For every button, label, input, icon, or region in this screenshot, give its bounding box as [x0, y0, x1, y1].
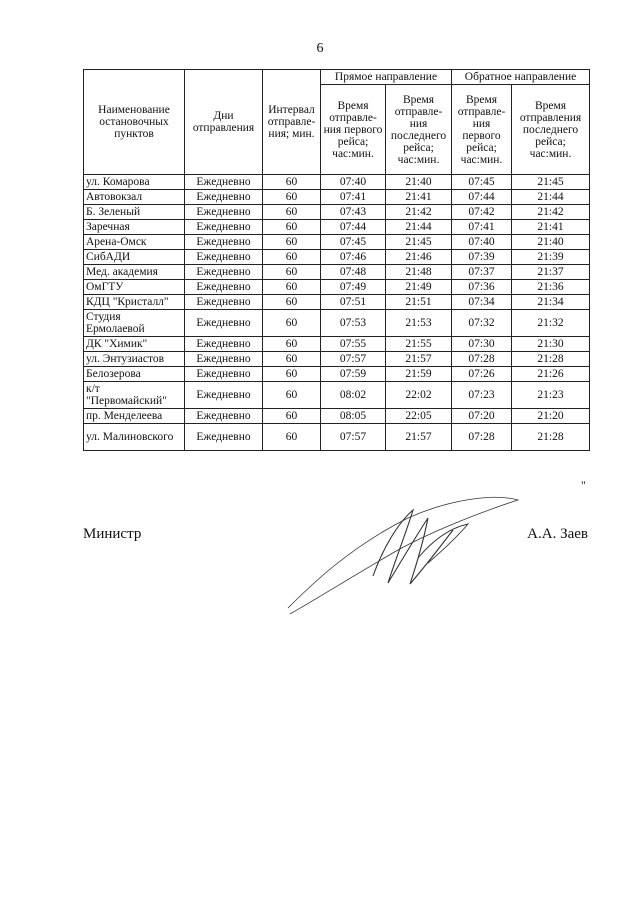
header-days: Дни отправления	[185, 70, 263, 175]
interval-cell: 60	[263, 295, 321, 310]
stop-cell: пр. Менделеева	[84, 409, 185, 424]
stop-cell: ул. Комарова	[84, 175, 185, 190]
days-cell: Ежедневно	[185, 352, 263, 367]
forward-last-cell: 21:57	[386, 352, 452, 367]
forward-last-cell: 21:45	[386, 235, 452, 250]
interval-cell: 60	[263, 409, 321, 424]
reverse-last-cell: 21:36	[512, 280, 590, 295]
forward-first-cell: 07:51	[321, 295, 386, 310]
forward-last-cell: 21:59	[386, 367, 452, 382]
reverse-last-cell: 21:28	[512, 352, 590, 367]
reverse-first-cell: 07:45	[452, 175, 512, 190]
header-forward-first: Время отправле-ния первого рейса; час:мин.	[321, 85, 386, 175]
interval-cell: 60	[263, 190, 321, 205]
forward-first-cell: 07:43	[321, 205, 386, 220]
interval-cell: 60	[263, 310, 321, 337]
forward-first-cell: 07:40	[321, 175, 386, 190]
reverse-last-cell: 21:26	[512, 367, 590, 382]
table-row	[84, 382, 590, 409]
header-forward-direction: Прямое направление	[321, 70, 452, 85]
stop-cell: КДЦ "Кристалл"	[84, 295, 185, 310]
days-cell: Ежедневно	[185, 250, 263, 265]
stop-cell: Мед. академия	[84, 265, 185, 280]
forward-first-cell: 07:57	[321, 424, 386, 451]
reverse-last-cell: 21:20	[512, 409, 590, 424]
days-cell: Ежедневно	[185, 382, 263, 409]
reverse-first-cell: 07:23	[452, 382, 512, 409]
days-cell: Ежедневно	[185, 175, 263, 190]
header-reverse-first: Время отправле-ния первого рейса; час:мин.	[452, 85, 512, 175]
reverse-last-cell: 21:34	[512, 295, 590, 310]
table-row	[84, 280, 590, 295]
reverse-last-cell: 21:39	[512, 250, 590, 265]
forward-first-cell: 07:49	[321, 280, 386, 295]
forward-first-cell: 07:45	[321, 235, 386, 250]
stop-cell: Студия Ермолаевой	[84, 310, 185, 337]
forward-first-cell: 07:59	[321, 367, 386, 382]
forward-last-cell: 21:51	[386, 295, 452, 310]
reverse-first-cell: 07:41	[452, 220, 512, 235]
schedule-table	[83, 69, 590, 451]
header-reverse-last: Время отправления последнего рейса; час:мин.	[512, 85, 590, 175]
forward-last-cell: 22:02	[386, 382, 452, 409]
reverse-last-cell: 21:30	[512, 337, 590, 352]
header-forward-last: Время отправле-ния последнего рейса; час:мин.	[386, 85, 452, 175]
reverse-first-cell: 07:36	[452, 280, 512, 295]
stop-cell: Автовокзал	[84, 190, 185, 205]
stop-cell: СибАДИ	[84, 250, 185, 265]
forward-first-cell: 07:53	[321, 310, 386, 337]
reverse-last-cell: 21:41	[512, 220, 590, 235]
table-row	[84, 424, 590, 451]
table-row	[84, 367, 590, 382]
reverse-first-cell: 07:40	[452, 235, 512, 250]
stop-cell: Заречная	[84, 220, 185, 235]
table-row	[84, 295, 590, 310]
reverse-first-cell: 07:42	[452, 205, 512, 220]
forward-last-cell: 21:53	[386, 310, 452, 337]
forward-first-cell: 07:41	[321, 190, 386, 205]
table-row	[84, 310, 590, 337]
table-row	[84, 409, 590, 424]
days-cell: Ежедневно	[185, 205, 263, 220]
reverse-first-cell: 07:26	[452, 367, 512, 382]
reverse-first-cell: 07:20	[452, 409, 512, 424]
schedule-body	[84, 175, 590, 451]
forward-last-cell: 21:57	[386, 424, 452, 451]
stop-cell: Арена-Омск	[84, 235, 185, 250]
days-cell: Ежедневно	[185, 409, 263, 424]
forward-first-cell: 07:46	[321, 250, 386, 265]
days-cell: Ежедневно	[185, 265, 263, 280]
forward-first-cell: 07:57	[321, 352, 386, 367]
interval-cell: 60	[263, 265, 321, 280]
table-row	[84, 235, 590, 250]
reverse-first-cell: 07:30	[452, 337, 512, 352]
forward-last-cell: 21:44	[386, 220, 452, 235]
forward-first-cell: 07:55	[321, 337, 386, 352]
stop-cell: ул. Энтузиастов	[84, 352, 185, 367]
forward-last-cell: 21:49	[386, 280, 452, 295]
interval-cell: 60	[263, 205, 321, 220]
stop-cell: ДК "Химик"	[84, 337, 185, 352]
table-row	[84, 205, 590, 220]
forward-last-cell: 21:42	[386, 205, 452, 220]
stop-cell: к/т "Первомайский"	[84, 382, 185, 409]
days-cell: Ежедневно	[185, 337, 263, 352]
reverse-first-cell: 07:28	[452, 352, 512, 367]
stop-cell: ОмГТУ	[84, 280, 185, 295]
interval-cell: 60	[263, 352, 321, 367]
reverse-last-cell: 21:28	[512, 424, 590, 451]
interval-cell: 60	[263, 382, 321, 409]
interval-cell: 60	[263, 220, 321, 235]
table-row	[84, 352, 590, 367]
reverse-last-cell: 21:23	[512, 382, 590, 409]
reverse-first-cell: 07:32	[452, 310, 512, 337]
forward-first-cell: 08:02	[321, 382, 386, 409]
header-stop-name: Наименование остановочных пунктов	[84, 70, 185, 175]
table-row	[84, 265, 590, 280]
forward-last-cell: 22:05	[386, 409, 452, 424]
days-cell: Ежедневно	[185, 367, 263, 382]
forward-last-cell: 21:46	[386, 250, 452, 265]
minister-title: Министр	[83, 526, 142, 542]
forward-last-cell: 21:40	[386, 175, 452, 190]
reverse-last-cell: 21:40	[512, 235, 590, 250]
days-cell: Ежедневно	[185, 220, 263, 235]
reverse-first-cell: 07:34	[452, 295, 512, 310]
reverse-first-cell: 07:39	[452, 250, 512, 265]
days-cell: Ежедневно	[185, 190, 263, 205]
interval-cell: 60	[263, 424, 321, 451]
reverse-last-cell: 21:45	[512, 175, 590, 190]
table-row	[84, 190, 590, 205]
reverse-first-cell: 07:37	[452, 265, 512, 280]
reverse-first-cell: 07:44	[452, 190, 512, 205]
signature-image	[278, 488, 528, 618]
interval-cell: 60	[263, 250, 321, 265]
forward-first-cell: 07:44	[321, 220, 386, 235]
header-interval: Интервал отправле-ния; мин.	[263, 70, 321, 175]
forward-last-cell: 21:55	[386, 337, 452, 352]
header-reverse-direction: Обратное направление	[452, 70, 590, 85]
forward-last-cell: 21:41	[386, 190, 452, 205]
table-row	[84, 337, 590, 352]
forward-first-cell: 07:48	[321, 265, 386, 280]
interval-cell: 60	[263, 235, 321, 250]
days-cell: Ежедневно	[185, 295, 263, 310]
interval-cell: 60	[263, 175, 321, 190]
forward-first-cell: 08:05	[321, 409, 386, 424]
stop-cell: Б. Зеленый	[84, 205, 185, 220]
days-cell: Ежедневно	[185, 424, 263, 451]
reverse-first-cell: 07:28	[452, 424, 512, 451]
interval-cell: 60	[263, 367, 321, 382]
table-row	[84, 250, 590, 265]
page-number: 6	[316, 41, 324, 56]
interval-cell: 60	[263, 337, 321, 352]
table-row	[84, 220, 590, 235]
interval-cell: 60	[263, 280, 321, 295]
days-cell: Ежедневно	[185, 235, 263, 250]
days-cell: Ежедневно	[185, 280, 263, 295]
closing-quote: "	[581, 478, 586, 492]
reverse-last-cell: 21:42	[512, 205, 590, 220]
days-cell: Ежедневно	[185, 310, 263, 337]
reverse-last-cell: 21:32	[512, 310, 590, 337]
table-row	[84, 175, 590, 190]
stop-cell: Белозерова	[84, 367, 185, 382]
reverse-last-cell: 21:37	[512, 265, 590, 280]
stop-cell: ул. Малиновского	[84, 424, 185, 451]
minister-name: А.А. Заев	[527, 526, 588, 542]
reverse-last-cell: 21:44	[512, 190, 590, 205]
forward-last-cell: 21:48	[386, 265, 452, 280]
